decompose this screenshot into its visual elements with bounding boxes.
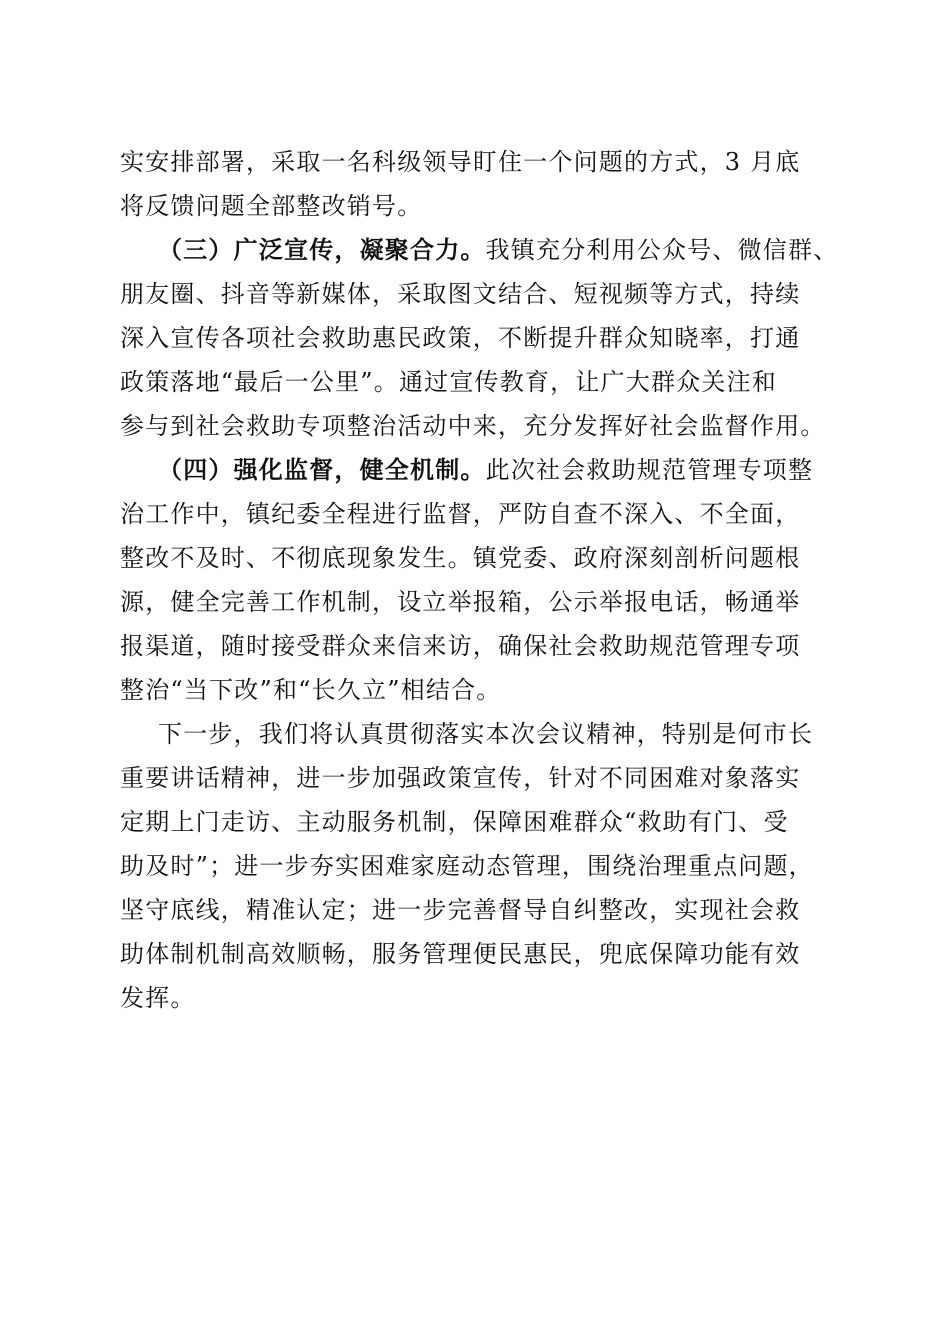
text-line [120, 448, 835, 492]
text-line: 发挥。 [120, 984, 196, 1012]
section-heading: （四）强化监督，健全机制。 [158, 455, 486, 484]
text-line: 助体制机制高效顺畅，服务管理便民惠民，兜底保障功能有效 [120, 940, 801, 968]
paragraph-supervision [120, 448, 835, 712]
text-line: 重要讲话精神，进一步加强政策宣传，针对不同困难对象落实 [120, 764, 801, 792]
text-segment: 我镇充分利用公众号、微信群、 [485, 236, 839, 264]
text-line: 助及时”；进一步夯实困难家庭动态管理，围绕治理重点问题， [120, 852, 814, 880]
text-line: 治工作中，镇纪委全程进行监督，严防自查不深入、不全面， [120, 500, 801, 528]
text-line: 参与到社会救助专项整治活动中来，充分发挥好社会监督作用。 [120, 412, 826, 440]
text-line: 整治“当下改”和“长久立”相结合。 [120, 676, 502, 704]
text-line: 源，健全完善工作机制，设立举报箱，公示举报电话，畅通举 [120, 588, 801, 616]
text-line: 下一步，我们将认真贯彻落实本次会议精神，特别是何市长 [158, 720, 814, 748]
text-line: 实安排部署，采取一名科级领导盯住一个问题的方式，3 月底 [120, 148, 801, 176]
text-line: 深入宣传各项社会救助惠民政策，不断提升群众知晓率，打通 [120, 324, 801, 352]
paragraph-1 [120, 140, 835, 228]
text-line: 将反馈问题全部整改销号。 [120, 192, 423, 220]
text-line [120, 228, 839, 272]
section-heading: （三）广泛宣传，凝聚合力。 [158, 235, 486, 264]
text-line: 政策落地“最后一公里”。通过宣传教育，让广大群众关注和 [120, 368, 777, 396]
text-line: 定期上门走访、主动服务机制，保障困难群众“救助有门、受 [120, 808, 789, 836]
text-segment: 此次社会救助规范管理专项整 [485, 456, 814, 484]
text-line: 报渠道，随时接受群众来信来访，确保社会救助规范管理专项 [120, 632, 801, 660]
paragraph-publicity [120, 228, 839, 448]
document-body [120, 140, 839, 1020]
text-line: 朋友圈、抖音等新媒体，采取图文结合、短视频等方式，持续 [120, 280, 801, 308]
paragraph-next-steps [120, 712, 835, 1020]
text-line: 坚守底线，精准认定；进一步完善督导自纠整改，实现社会救 [120, 896, 801, 924]
text-line: 整改不及时、不彻底现象发生。镇党委、政府深刻剖析问题根 [120, 544, 801, 572]
